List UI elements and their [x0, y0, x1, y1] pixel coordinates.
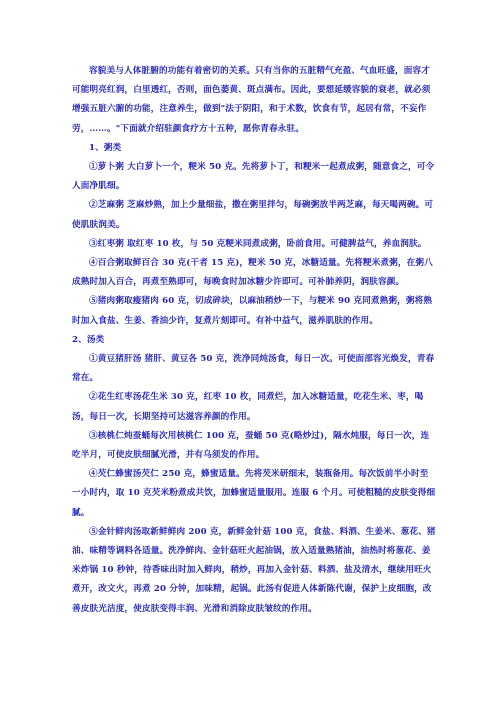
porridge-item: ①萝卜粥 大白萝卜一个，粳米 50 克。先将萝卜丁，和粳米一起煮成粥，随意食之，可令人面净肌细。 [72, 162, 435, 192]
porridge-item: ②芝麻粥 芝麻炒熟，加上少量细盐，撒在粥里拌匀，每碗粥放半两芝麻，每天喝两碗。可使肌肤润美。 [72, 200, 434, 230]
document-page [72, 62, 436, 619]
soup-item: ⑤金针鲜肉汤取新鲜鲜肉 200 克，新鲜金针菇 100 克，食盐、料酒、生姜米、葱花、猪油、味精等调料各适量。洗净鲜肉、金针菇旺火起油锅，放入适量熟猪油，油热时将葱花、姜米炸锅 10 秒钟，待香味出时加入鲜肉，稍炒，再加入金针菇、料酒、盐及清水，继续用旺火煮开，改文火，再煮 20 分钟，加味精，起锅。此汤有促进人体新陈代谢，保护上皮细胞，改善皮肤光洁度，使皮肤变得丰润、光滑和消除皮肤皱纹的作用。 [72, 526, 436, 614]
soup-item: ②花生红枣汤花生米 30 克，红枣 10 枚，同煮烂，加入冰糖适量，吃花生米、枣，喝汤，每日一次，长期坚持可达滋容养颜的作用。 [72, 392, 424, 422]
section-heading-porridge: 1、粥类 [89, 142, 122, 153]
porridge-item: ③红枣粥 取红枣 10 枚，与 50 克粳米同煮成粥，卧前食用。可健脾益气，养血润肤。 [89, 238, 427, 249]
soup-item: ③核桃仁炖蚕蛹每次用核桃仁 100 克，蚕蛹 50 克(略炒过)，隔水炖服，每日一次，连吃半月，可使皮肤细腻光滑，并有乌须发的作用。 [72, 430, 430, 461]
section-heading-soup: 2、汤类 [72, 334, 105, 345]
soup-item: ①黄豆猪肝汤 猪肝、黄豆各 50 克，洗净同炖汤食，每日一次。可使面部容光焕发，青春常在。 [72, 354, 435, 384]
porridge-item: ⑤猪肉粥取瘦猪肉 60 克，切成碎块，以麻油稍炒一下，与粳米 90 克同煮熟粥，粥将熟时加入食盐、生姜、香油少许，复煮片刻即可。有补中益气，滋养肌肤的作用。 [72, 296, 433, 326]
porridge-item: ④百合粥取鲜百合 30 克(干者 15 克)，粳米 50 克，冰糖适量。先将粳米煮粥，在粥八成熟时加入百合，再煮至熟即可，每晚食时加冰糖少许即可。可补肺养阴，润肤容颜。 [72, 258, 433, 288]
soup-item: ④芡仁蜂蜜汤芡仁 250 克，蜂蜜适量。先将芡米研细末，装瓶备用。每次饭前半小时至一小时内，取 10 克芡米粉煮成共饮，加蜂蜜适量服用。连服 6 个月。可使粗糙的皮肤变得细腻。 [72, 469, 436, 518]
intro-paragraph: 容貌美与人体脏腑的功能有着密切的关系。只有当你的五脏精气充盈、气血旺盛，面容才可能明亮红润，白里透红，否则，面色萎黄、斑点满布。因此，要想延缓容貌的衰老，就必须增强五脏六腑的功能，注意养生，做到"法于阴阳，和于术数，饮食有节，起居有常，不妄作劳，……。"下面就介绍驻颜食疗方十五种，愿你青春永驻。 [72, 66, 431, 134]
